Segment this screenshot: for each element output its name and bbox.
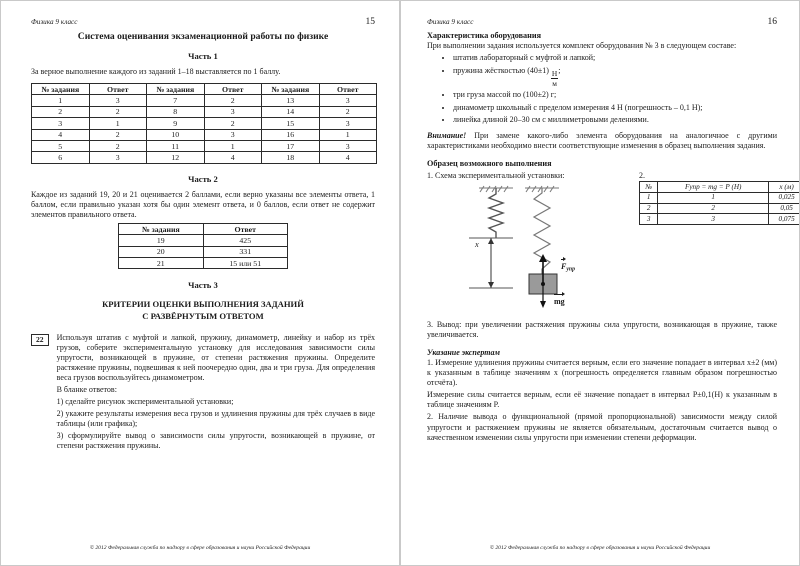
task-paragraph: Используя штатив с муфтой и лапкой, пружину, динамометр, линейку и набор из трёх грузов, соберите экспериментальную установку для исследования зависимости силы упругости, возникающей в пружине, от степени растяжения пружины. Определите растяжение пружины, подвешивая к ней поочередно один, два и три груза. Для определения веса грузов воспользуйтесь динамометром. [56,332,375,382]
sample-heading: Образец возможного выполнения [427,158,552,168]
col-header: Ответ [203,223,288,234]
page-right-header [427,17,777,27]
vector-arrow-f [561,262,566,271]
equipment-list [427,53,777,126]
expert-notes-heading: Указание экспертам [427,348,501,358]
item-text: пружина жёсткостью (40±1) [453,65,551,75]
list-item [453,53,777,63]
cell: 20 [119,246,204,257]
attention-label: Внимание! [427,130,467,140]
page-right [400,0,800,566]
task-body [57,333,375,454]
cell: 14 [262,106,320,117]
sample-row [427,170,795,312]
cell: 21 [119,258,204,269]
item-text: динамометр школьный с пределом измерения 4 Н (погрешность – 0,1 Н); [453,102,703,112]
cell: 3 [640,214,658,225]
attention-note [427,131,777,151]
header-course: Физика 9 класс [427,18,474,26]
table-header-row [119,223,288,234]
cell: 3 [319,95,377,106]
cell: 2 [204,118,262,129]
fraction-numerator: Н [551,69,558,79]
table-row [119,235,288,246]
cell: 12 [147,152,205,163]
part1-answers-table [31,83,377,164]
col-header: x (м) [769,181,800,192]
list-item [453,115,777,125]
col-header: Ответ [204,84,262,95]
table-row [32,152,377,163]
cell: 2 [32,106,90,117]
part1-heading: Часть 1 [188,51,218,61]
cell: 3 [319,140,377,151]
criteria-title-line1: КРИТЕРИИ ОЦЕНКИ ВЫПОЛНЕНИЯ ЗАДАНИЙ [102,299,304,310]
weight-symbol: mg [554,296,565,306]
cell: 425 [203,235,288,246]
page-title: Система оценивания экзаменационной работы по физике [77,31,329,42]
cell: 19 [119,235,204,246]
x-arrow-down [488,282,494,288]
table-row [640,203,800,214]
cell: 10 [147,129,205,140]
cell: 16 [262,129,320,140]
cell: 3 [32,118,90,129]
cell: 3 [204,129,262,140]
expert-note-item: 1. Измерение удлинения пружины считается верным, если его значение попадает в интервал x±2 (мм) к указанным в таблице значениям x (погрешность определяется главным образом погрешностью отсчёта). [427,358,777,388]
criteria-title-line2: С РАЗВЁРНУТЫМ ОТВЕТОМ [142,311,264,322]
cell: 331 [203,246,288,257]
task-22 [31,333,375,454]
spring-diagram-svg [441,184,641,312]
cell: 15 [262,118,320,129]
cell: 3 [89,152,147,163]
page-left-footer: © 2012 Федеральная служба по надзору в сфере образования и науки Российской Федерации [89,545,311,551]
item-text: три груза массой по (100±2) г; [453,89,557,99]
spring-relaxed [489,188,503,238]
col-header: Fупр = mg = P (Н) [658,181,769,192]
expert-note-item: Измерение силы считается верным, если её значение попадает в интервал P±0,1(Н) к указанным в таблице значениям P. [427,390,777,410]
cell: 1 [658,192,769,203]
force-elastic-arrowhead [539,254,547,262]
x-arrow-up [488,238,494,244]
expert-note-item: 2. Наличие вывода о функциональной (прямой пропорциональной) зависимости между силой упругости и растяжением пружины не является обязательным, достаточным считается вывод о качественном изменении силы упругости при изменении степени деформации. [427,412,777,442]
sample-conclusion: 3. Вывод: при увеличении растяжения пружины сила упругости, возникающая в пружине, также увеличивается. [427,319,777,340]
part2-intro: Каждое из заданий 19, 20 и 21 оценивается 2 баллами, если верно указаны все элементы ответа, 1 баллом, если правильно указан хотя бы один элемент ответа, и 0 баллов, если ответ не содержит элементов правильного ответа. [31,189,375,219]
equipment-heading: Характеристика оборудования [427,31,542,40]
cell: 3 [319,118,377,129]
cell: 9 [147,118,205,129]
blank-intro: В бланке ответов: [56,385,117,395]
table-row [119,246,288,257]
cell: 13 [262,95,320,106]
cell: 2 [319,106,377,117]
sample-item1-label: 1. Схема экспериментальной установки: [427,170,565,180]
task-number-box: 22 [31,334,49,346]
blank-item: 1) сделайте рисунок экспериментальной установки; [56,397,234,407]
table-row [119,258,288,269]
cell: 1 [204,140,262,151]
table-row [32,140,377,151]
item-text: штатив лабораторный с муфтой и лапкой; [453,53,596,63]
force-gravity-arrowhead [540,301,546,308]
cell: 18 [262,152,320,163]
measurements-table [639,181,800,225]
cell: 8 [147,106,205,117]
blank-item: 2) укажите результаты измерения веса грузов и удлинения пружины для трёх случаев в виде таблицы (или графика); [56,409,375,429]
cell: 15 или 51 [203,258,288,269]
part1-intro: За верное выполнение каждого из заданий 1–18 выставляется по 1 баллу. [31,67,281,76]
sample-figure-block [427,171,635,312]
col-header: № задания [32,84,90,95]
cell: 17 [262,140,320,151]
cell: 4 [204,152,262,163]
cell: 3 [658,214,769,225]
blank-item: 3) сформулируйте вывод о зависимости силы упругости, возникающей в пружине, от степени растяжения пружины. [56,431,375,451]
header-course: Физика 9 класс [31,18,78,26]
cell: 2 [89,140,147,151]
cell: 0,075 [769,214,800,225]
cell: 1 [319,129,377,140]
criteria-title [31,299,375,322]
cell: 1 [640,192,658,203]
cell: 3 [204,106,262,117]
cell: 0,025 [769,192,800,203]
cell: 3 [89,95,147,106]
force-symbol: F [561,261,567,271]
cell: 4 [319,152,377,163]
spring-experiment-figure [441,184,641,312]
cell: 2 [89,129,147,140]
part2-heading: Часть 2 [188,173,218,184]
cell: 2 [640,203,658,214]
cell: 2 [658,203,769,214]
cell: 1 [32,95,90,106]
cell: 2 [89,106,147,117]
col-header: № [640,181,658,192]
cell: 5 [32,140,90,151]
header-page-number: 15 [365,17,375,27]
fraction-denominator: м [552,78,557,88]
sample-table-block [639,171,800,225]
cell: 1 [89,118,147,129]
vector-arrow-mg [554,297,565,306]
cell: 0,05 [769,203,800,214]
part2-answers-table [118,223,288,270]
cell: 4 [32,129,90,140]
table-row [32,106,377,117]
table-header-row [640,181,800,192]
table-row [640,192,800,203]
table-header-row [32,84,377,95]
col-header: Ответ [319,84,377,95]
col-header: № задания [262,84,320,95]
col-header: Ответ [89,84,147,95]
cell: 11 [147,140,205,151]
attention-text: При замене какого-либо элемента оборудования на аналогичное с другими характеристиками необходимо внести соответствующие изменения в образец выполнения задания. [427,130,777,150]
cell: 7 [147,95,205,106]
cell: 6 [32,152,90,163]
table-row [32,129,377,140]
page-right-footer: © 2012 Федеральная служба по надзору в сфере образования и науки Российской Федерации [489,545,711,551]
table-row [32,95,377,106]
page-left-header [31,17,375,27]
list-item [453,90,777,100]
item-text-after: ; [558,65,561,75]
equipment-intro: При выполнении задания используется комплект оборудования № 3 в следующем составе: [427,41,737,50]
col-header: № задания [147,84,205,95]
header-page-number: 16 [767,17,777,27]
sample-item2-label: 2. [639,170,645,180]
list-item [453,66,777,87]
item-text: линейка длиной 20–30 см с миллиметровыми делениями. [453,115,649,125]
table-row [640,214,800,225]
table-row [32,118,377,129]
weight-label [554,297,565,306]
part3-heading: Часть 3 [188,280,218,291]
x-label: x [475,239,479,249]
cell: 2 [204,95,262,106]
col-header: № задания [119,223,204,234]
force-elastic-label [561,262,575,272]
force-subscript: упр [566,266,575,273]
list-item [453,103,777,113]
